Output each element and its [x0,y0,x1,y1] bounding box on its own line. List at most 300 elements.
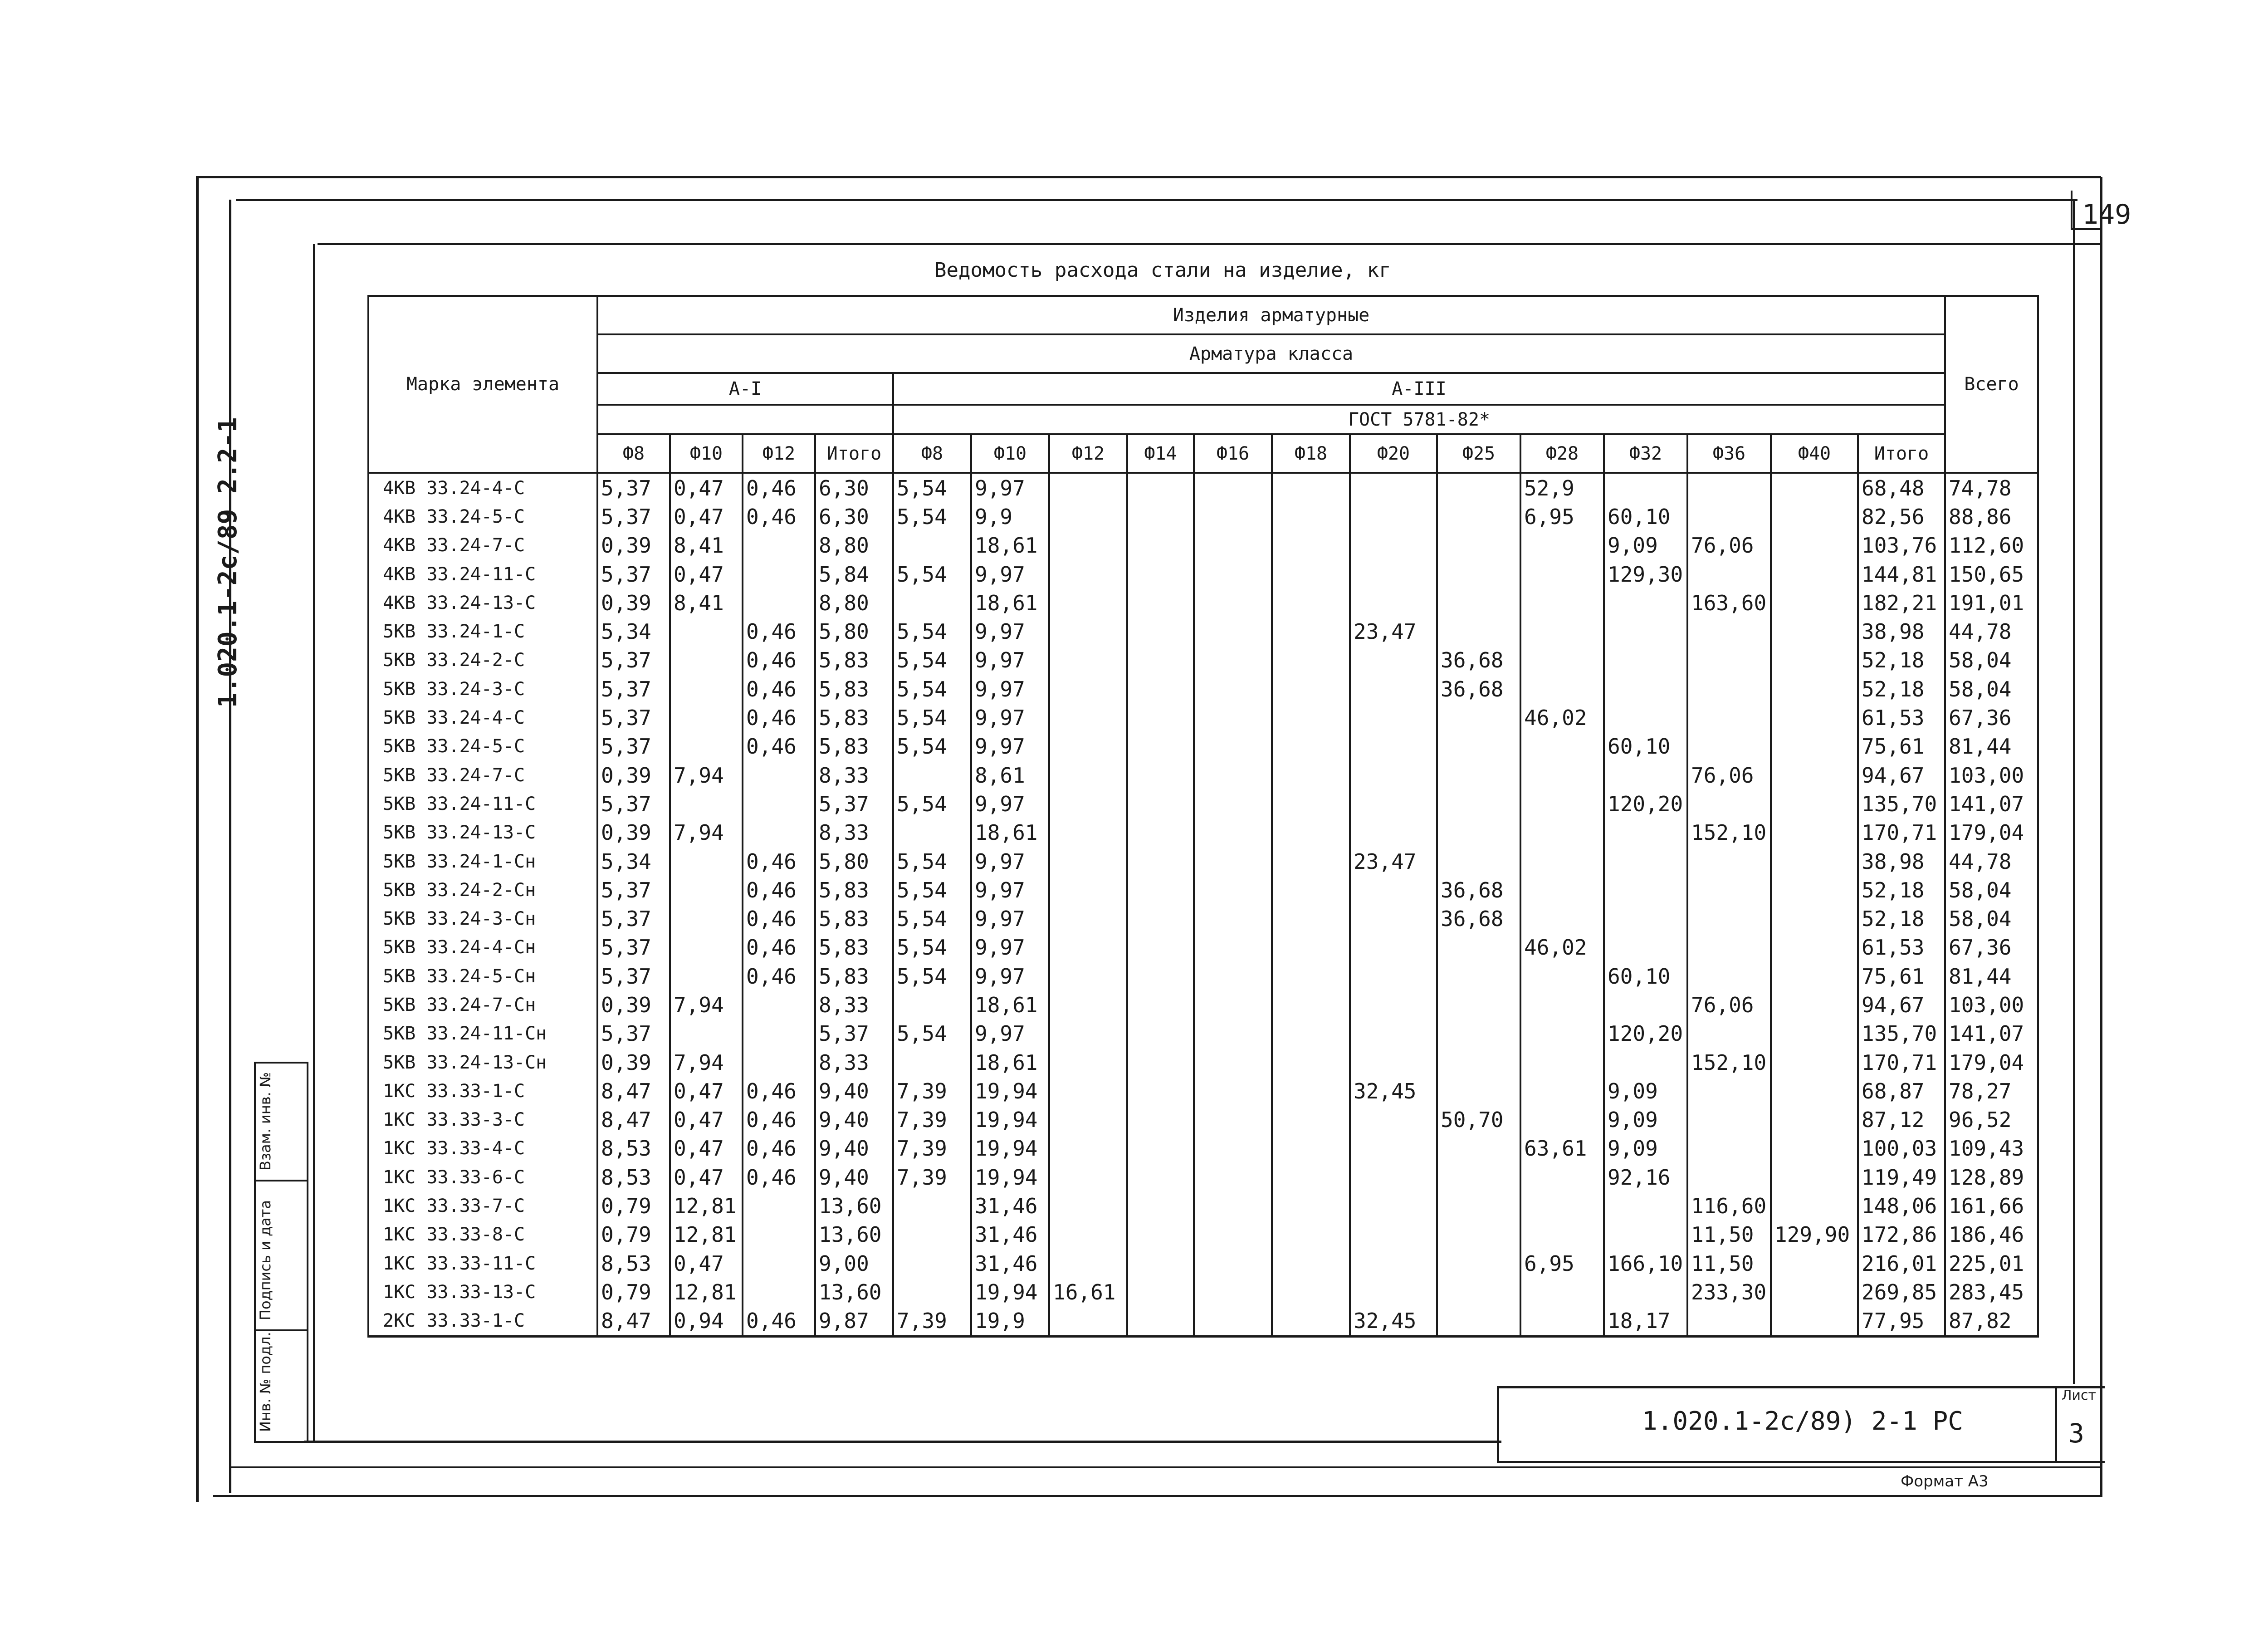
a3-value-cell: 5,54 [893,933,971,962]
a3-value-cell [1604,847,1687,876]
a3-value-cell: 163,60 [1687,588,1771,617]
a3-value-cell [1127,560,1194,588]
a3-value-cell: 120,20 [1604,789,1687,818]
a1-value-cell [670,732,743,761]
a3-value-cell [1520,675,1604,703]
a3-value-cell: 52,18 [1858,675,1945,703]
a3-value-cell [1437,1048,1520,1077]
a3-col-header: Ф14 [1127,434,1194,473]
a3-col-header: Ф16 [1194,434,1272,473]
a3-value-cell [1350,588,1437,617]
a3-value-cell: 5,54 [893,675,971,703]
a3-value-cell [1520,1278,1604,1306]
a3-value-cell [1127,933,1194,962]
row-total-cell: 141,07 [1945,1020,2038,1048]
a3-value-cell: 87,12 [1858,1106,1945,1134]
a1-value-cell: 0,46 [743,1106,815,1134]
a3-value-cell [1437,1191,1520,1220]
a3-value-cell [1604,1221,1687,1249]
a3-value-cell: 148,06 [1858,1191,1945,1220]
table-row [368,732,2038,761]
a3-value-cell [1520,1048,1604,1077]
a1-value-cell [670,1020,743,1048]
a1-value-cell [670,962,743,990]
a3-value-cell: 76,06 [1687,761,1771,789]
a3-value-cell [1127,588,1194,617]
a3-value-cell [1771,904,1858,933]
a3-value-cell [1604,904,1687,933]
table-row [368,1048,2038,1077]
side-document-code: 1.020.1-2с/89 2.2-1 [213,417,243,708]
a3-value-cell: 166,10 [1604,1249,1687,1278]
a3-value-cell [1350,1249,1437,1278]
a1-value-cell: 5,34 [597,617,670,646]
a3-value-cell: 52,18 [1858,646,1945,675]
a3-value-cell: 129,90 [1771,1221,1858,1249]
a1-value-cell: 8,41 [670,531,743,560]
a3-value-cell [893,531,971,560]
a3-value-cell [1771,847,1858,876]
a3-value-cell [1272,1307,1350,1337]
element-mark-cell: 5КВ 33.24-7-Сн [368,990,597,1019]
a3-value-cell [1604,990,1687,1019]
a3-value-cell [1771,1191,1858,1220]
a3-value-cell [1520,617,1604,646]
a3-value-cell [1272,761,1350,789]
inner-frame-left [313,244,315,1442]
a1-value-cell: 0,39 [597,531,670,560]
a3-value-cell [1272,904,1350,933]
a1-value-cell: 0,47 [670,473,743,502]
a1-value-cell: 0,46 [743,1134,815,1163]
a1-value-cell: 0,46 [743,617,815,646]
row-total-cell: 58,04 [1945,904,2038,933]
a3-value-cell [1604,646,1687,675]
a3-value-cell [1437,1278,1520,1306]
a1-value-cell: 13,60 [815,1191,893,1220]
a3-value-cell [1771,502,1858,531]
a1-value-cell: 0,39 [597,761,670,789]
a3-value-cell [1194,1221,1272,1249]
a1-value-cell: 5,83 [815,675,893,703]
a3-value-cell: 75,61 [1858,962,1945,990]
a3-value-cell [1437,473,1520,502]
a3-value-cell [1272,1134,1350,1163]
table-row [368,1077,2038,1105]
a3-value-cell: 9,97 [971,732,1049,761]
a1-value-cell [670,703,743,732]
a3-value-cell: 82,56 [1858,502,1945,531]
a3-col-header: Итого [1858,434,1945,473]
a3-value-cell: 19,94 [971,1163,1049,1191]
element-mark-cell: 4КВ 33.24-13-С [368,588,597,617]
a3-value-cell [1604,1048,1687,1077]
element-mark-cell: 4КВ 33.24-11-С [368,560,597,588]
a1-value-cell: 8,33 [815,761,893,789]
a3-value-cell [1771,473,1858,502]
a3-value-cell: 6,95 [1520,502,1604,531]
a3-value-cell [1350,962,1437,990]
a3-value-cell [1194,876,1272,904]
a1-value-cell: 7,94 [670,990,743,1019]
a1-value-cell: 8,47 [597,1307,670,1337]
a1-value-cell: 0,79 [597,1221,670,1249]
a3-value-cell: 19,94 [971,1134,1049,1163]
a3-value-cell [1272,1221,1350,1249]
a3-col-header: Ф32 [1604,434,1687,473]
format-note: Формат А3 [1901,1472,1989,1490]
a3-value-cell: 11,50 [1687,1221,1771,1249]
a3-value-cell: 9,97 [971,904,1049,933]
a3-value-cell: 19,94 [971,1278,1049,1306]
a3-value-cell [1520,789,1604,818]
a3-value-cell: 19,94 [971,1077,1049,1105]
table-row [368,1106,2038,1134]
a1-value-cell: 8,47 [597,1106,670,1134]
a3-value-cell [1049,646,1127,675]
a1-value-cell: 0,39 [597,990,670,1019]
stamp-col-inv-no: Инв. № подл. [254,1329,308,1443]
a1-value-cell: 5,83 [815,962,893,990]
a3-value-cell: 170,71 [1858,819,1945,847]
a1-value-cell: 5,83 [815,732,893,761]
a1-value-cell: 0,47 [670,1077,743,1105]
a3-value-cell [1127,646,1194,675]
a3-value-cell [1127,473,1194,502]
a1-value-cell: 0,46 [743,847,815,876]
a3-value-cell: 63,61 [1520,1134,1604,1163]
a3-value-cell [1520,904,1604,933]
a1-value-cell: 0,46 [743,1307,815,1337]
table-row [368,1134,2038,1163]
a3-value-cell [1771,646,1858,675]
a3-value-cell [1272,990,1350,1019]
a3-value-cell [1194,531,1272,560]
a3-value-cell: 5,54 [893,646,971,675]
a1-value-cell [670,789,743,818]
a3-value-cell [1350,560,1437,588]
stamp-document-code: 1.020.1-2с/89) 2-1 РС [1642,1407,1964,1436]
row-total-cell: 81,44 [1945,962,2038,990]
table-body [368,473,2038,1336]
a3-value-cell [1194,732,1272,761]
row-total-cell: 179,04 [1945,819,2038,847]
a3-value-cell [1350,473,1437,502]
a1-col-header: Ф12 [743,434,815,473]
a1-value-cell: 5,80 [815,847,893,876]
a3-value-cell: 9,09 [1604,531,1687,560]
a3-value-cell [1350,1221,1437,1249]
a1-value-cell: 8,33 [815,819,893,847]
a3-value-cell: 9,97 [971,1020,1049,1048]
a3-value-cell [1771,1249,1858,1278]
a1-value-cell: 7,94 [670,761,743,789]
a3-value-cell [1687,1134,1771,1163]
a3-value-cell: 6,95 [1520,1249,1604,1278]
element-mark-cell: 5КВ 33.24-2-С [368,646,597,675]
a1-value-cell [743,560,815,588]
a1-value-cell: 5,84 [815,560,893,588]
a3-value-cell: 60,10 [1604,962,1687,990]
table-row [368,904,2038,933]
a1-value-cell: 9,40 [815,1163,893,1191]
a1-value-cell: 5,37 [597,962,670,990]
a3-value-cell [1272,789,1350,818]
row-total-cell: 191,01 [1945,588,2038,617]
row-total-cell: 88,86 [1945,502,2038,531]
row-total-cell: 150,65 [1945,560,2038,588]
a3-value-cell [1194,789,1272,818]
a3-value-cell [1437,819,1520,847]
a3-value-cell [1194,1134,1272,1163]
a3-value-cell [1049,1106,1127,1134]
a3-value-cell [1771,617,1858,646]
a3-value-cell [1272,1106,1350,1134]
a3-value-cell [893,588,971,617]
document-title: Ведомость расхода стали на изделие, кг [934,259,1391,282]
a1-value-cell: 5,34 [597,847,670,876]
a3-value-cell: 38,98 [1858,617,1945,646]
a3-value-cell [1049,1048,1127,1077]
a3-value-cell [1687,847,1771,876]
a3-value-cell [1350,732,1437,761]
a3-value-cell [1127,732,1194,761]
a3-value-cell [1272,617,1350,646]
a3-value-cell [1771,1278,1858,1306]
a3-value-cell: 5,54 [893,560,971,588]
a3-value-cell [1437,1221,1520,1249]
table-row [368,502,2038,531]
a1-value-cell [743,1191,815,1220]
a3-value-cell [1687,617,1771,646]
a1-value-cell: 0,39 [597,588,670,617]
a1-value-cell [743,588,815,617]
row-total-cell: 128,89 [1945,1163,2038,1191]
a3-value-cell: 19,94 [971,1106,1049,1134]
table-row [368,1278,2038,1306]
a1-value-cell: 5,37 [815,1020,893,1048]
a1-value-cell: 5,83 [815,703,893,732]
a3-value-cell [1194,675,1272,703]
a3-value-cell [1127,703,1194,732]
a3-value-cell: 5,54 [893,1020,971,1048]
bottom-frame [213,1495,2100,1497]
a3-value-cell [1127,1077,1194,1105]
a3-value-cell: 5,54 [893,904,971,933]
a3-value-cell: 8,61 [971,761,1049,789]
a3-value-cell [1350,531,1437,560]
a3-value-cell [1520,1307,1604,1337]
a3-value-cell [1437,588,1520,617]
a3-value-cell [1272,1278,1350,1306]
a3-value-cell: 77,95 [1858,1307,1945,1337]
a3-value-cell [1127,761,1194,789]
a3-value-cell [1272,560,1350,588]
a3-value-cell: 7,39 [893,1163,971,1191]
a3-value-cell [1127,617,1194,646]
a3-value-cell [1771,1163,1858,1191]
a3-value-cell [1049,617,1127,646]
a3-value-cell [1350,933,1437,962]
a3-value-cell: 31,46 [971,1191,1049,1220]
a1-value-cell: 5,83 [815,876,893,904]
a1-col-header: Итого [815,434,893,473]
a3-value-cell: 76,06 [1687,990,1771,1019]
a1-value-cell: 5,83 [815,904,893,933]
a3-value-cell: 7,39 [893,1106,971,1134]
a1-value-cell: 13,60 [815,1221,893,1249]
a3-value-cell [1771,1106,1858,1134]
a1-value-cell: 0,46 [743,646,815,675]
a3-value-cell: 116,60 [1687,1191,1771,1220]
a3-value-cell [1049,732,1127,761]
a3-value-cell [1520,1221,1604,1249]
a3-value-cell [1771,933,1858,962]
a1-value-cell: 0,46 [743,962,815,990]
a3-value-cell [1194,904,1272,933]
a1-value-cell: 5,83 [815,646,893,675]
a1-value-cell [670,847,743,876]
a3-value-cell [1127,531,1194,560]
a3-value-cell [1127,1278,1194,1306]
a1-value-cell [670,904,743,933]
a3-value-cell: 18,61 [971,819,1049,847]
a1-value-cell: 5,83 [815,933,893,962]
a3-value-cell: 5,54 [893,732,971,761]
a3-value-cell [1272,1249,1350,1278]
a3-value-cell: 18,61 [971,1048,1049,1077]
row-total-cell: 103,00 [1945,761,2038,789]
a3-value-cell [1194,1163,1272,1191]
inner-frame-bottom [304,1441,1501,1443]
a3-value-cell [1604,1191,1687,1220]
a3-value-cell: 9,09 [1604,1134,1687,1163]
a1-value-cell: 0,39 [597,819,670,847]
a1-value-cell [743,531,815,560]
a3-value-cell [1127,1020,1194,1048]
a3-value-cell [1049,531,1127,560]
a3-value-cell [1771,990,1858,1019]
a1-value-cell: 12,81 [670,1191,743,1220]
table-row [368,531,2038,560]
a3-value-cell: 5,54 [893,617,971,646]
a3-value-cell: 135,70 [1858,789,1945,818]
row-total-cell: 161,66 [1945,1191,2038,1220]
a3-value-cell [1272,933,1350,962]
right-frame [2100,177,2102,1497]
element-mark-cell: 4КВ 33.24-4-С [368,473,597,502]
a3-value-cell [1437,962,1520,990]
a3-value-cell [1194,962,1272,990]
a3-value-cell [1350,1191,1437,1220]
a3-value-cell [1194,761,1272,789]
element-mark-cell: 5КВ 33.24-13-Сн [368,1048,597,1077]
a1-value-cell [743,1249,815,1278]
a3-value-cell: 9,97 [971,617,1049,646]
a1-value-cell: 0,47 [670,1249,743,1278]
a3-value-cell [1194,847,1272,876]
a3-value-cell [1127,1307,1194,1337]
a3-value-cell [1604,617,1687,646]
a3-value-cell: 120,20 [1604,1020,1687,1048]
a1-value-cell: 0,47 [670,1134,743,1163]
a1-value-cell: 5,80 [815,617,893,646]
a1-value-cell [743,1221,815,1249]
a3-value-cell: 216,01 [1858,1249,1945,1278]
a3-value-cell: 9,9 [971,502,1049,531]
table-row [368,617,2038,646]
a3-value-cell [1350,502,1437,531]
element-mark-cell: 4КВ 33.24-7-С [368,531,597,560]
a3-value-cell [1604,703,1687,732]
a3-value-cell: 11,50 [1687,1249,1771,1278]
a3-value-cell [1272,876,1350,904]
table-row [368,1307,2038,1337]
a3-value-cell: 46,02 [1520,933,1604,962]
total-column-header: Всего [1945,296,2038,473]
a3-value-cell [1049,588,1127,617]
a3-value-cell [1437,1020,1520,1048]
a3-value-cell [893,1278,971,1306]
a3-value-cell: 7,39 [893,1077,971,1105]
row-total-cell: 67,36 [1945,703,2038,732]
a1-value-cell [743,761,815,789]
a3-value-cell [1520,531,1604,560]
a3-value-cell [1771,1048,1858,1077]
a3-value-cell: 5,54 [893,847,971,876]
a1-value-cell: 0,46 [743,732,815,761]
element-mark-cell: 5КВ 33.24-4-Сн [368,933,597,962]
a1-value-cell: 0,46 [743,675,815,703]
a3-value-cell: 32,45 [1350,1077,1437,1105]
a1-value-cell: 0,94 [670,1307,743,1337]
a3-value-cell: 94,67 [1858,761,1945,789]
a3-value-cell [1771,761,1858,789]
a1-value-cell: 5,37 [597,876,670,904]
a3-value-cell [1127,1249,1194,1278]
a3-value-cell [1127,876,1194,904]
inner-frame-top [318,243,2100,245]
a3-value-cell [1520,847,1604,876]
a3-value-cell [893,1249,971,1278]
a3-value-cell [1771,531,1858,560]
a3-value-cell [1272,1020,1350,1048]
a1-value-cell: 5,37 [597,1020,670,1048]
a3-value-cell [1127,904,1194,933]
a3-value-cell [1049,703,1127,732]
a3-value-cell [1127,789,1194,818]
a3-value-cell [1687,1077,1771,1105]
steel-consumption-table [367,295,2039,1338]
a3-value-cell: 18,17 [1604,1307,1687,1337]
a3-col-header: Ф8 [893,434,971,473]
element-mark-cell: 5КВ 33.24-7-С [368,761,597,789]
a3-value-cell [1350,789,1437,818]
a3-value-cell [1520,646,1604,675]
table-row [368,588,2038,617]
a3-value-cell: 18,61 [971,588,1049,617]
a3-value-cell [1127,1221,1194,1249]
a3-value-cell [1194,1077,1272,1105]
row-total-cell: 112,60 [1945,531,2038,560]
a3-col-header: Ф20 [1350,434,1437,473]
a3-value-cell [1350,1278,1437,1306]
element-mark-cell: 1КС 33.33-11-С [368,1249,597,1278]
a3-value-cell: 52,18 [1858,876,1945,904]
a1-value-cell: 5,37 [597,789,670,818]
a3-value-cell [1350,1163,1437,1191]
group-header: Изделия арматурные [597,296,1945,334]
